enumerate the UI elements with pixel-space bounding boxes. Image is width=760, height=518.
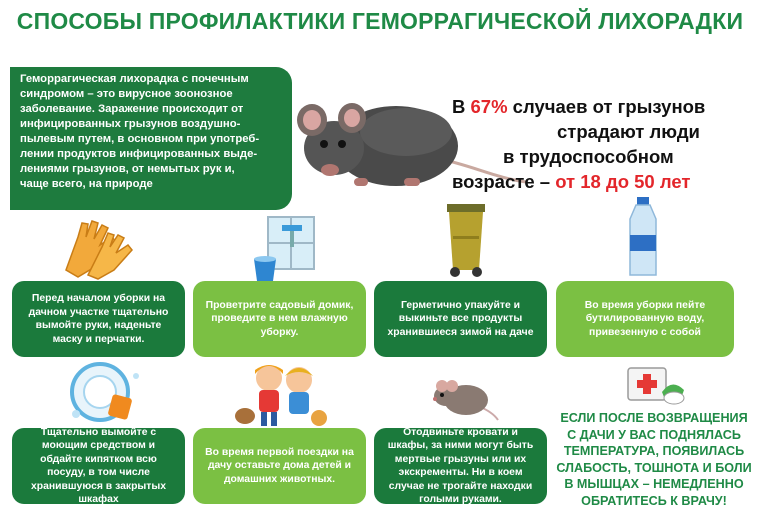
doctor-warning bbox=[556, 410, 752, 509]
warning-line: ЕСЛИ ПОСЛЕ ВОЗВРАЩЕНИЯ bbox=[560, 411, 748, 425]
tip-card: Герметично упакуйте и выкиньте все продукты хранившиеся зимой на даче bbox=[374, 281, 547, 357]
children-pets-icon bbox=[233, 360, 329, 428]
tip-card: Тщательно вымойте с моющим средством и обдайте кипятком всю посуду, в том числе хранившуюся в закрытых шкафах bbox=[12, 428, 185, 504]
intro-line: лении продуктов инфицированных выде- bbox=[20, 148, 258, 160]
stat-text: В bbox=[452, 96, 471, 117]
trash-bin-icon bbox=[443, 196, 489, 278]
page-title: СПОСОБЫ ПРОФИЛАКТИКИ ГЕМОРРАГИЧЕСКОЙ ЛИХОРАДКИ bbox=[16, 8, 744, 34]
intro-line: инфицированных грызунов воздушно- bbox=[20, 118, 241, 130]
intro-line: чаще всего, на природе bbox=[20, 178, 153, 190]
warning-line: ТЕМПЕРАТУРА, ПОЯВИЛАСЬ bbox=[563, 444, 745, 458]
intro-line: синдромом – это вирусное зоонозное bbox=[20, 88, 233, 100]
tip-card: Во время первой поездки на дачу оставьте дома детей и домашних животных. bbox=[193, 428, 366, 504]
first-aid-kit-icon bbox=[626, 362, 686, 408]
window-cleaning-icon bbox=[250, 213, 320, 283]
stat-line-2: страдают люди bbox=[557, 121, 700, 142]
warning-line: С ДАЧИ У ВАС ПОДНЯЛАСЬ bbox=[567, 427, 741, 442]
tip-card: Отодвиньте кровати и шкафы, за ними могут быть мертвые грызуны или их экскременты. Ни в коем случае не трогайте находки голыми руками. bbox=[374, 428, 547, 504]
tip-card: Перед началом уборки на дачном участке тщательно вымойте руки, наденьте маску и перчатки. bbox=[12, 281, 185, 357]
warning-line: В МЫШЦАХ – НЕМЕДЛЕННО bbox=[564, 477, 744, 491]
stat-line-1 bbox=[452, 94, 705, 119]
stat-text: случаев от грызунов bbox=[507, 96, 706, 117]
intro-line: заболевание. Заражение происходит от bbox=[20, 103, 244, 115]
intro-line: лениями грызунов, от немытых рук и, bbox=[20, 163, 235, 175]
mouse-icon bbox=[430, 372, 500, 422]
stat-line-3: в трудоспособном bbox=[503, 146, 674, 167]
water-bottle-icon bbox=[624, 195, 662, 279]
tip-card: Проветрите садовый домик, проведите в нем влажную уборку. bbox=[193, 281, 366, 357]
tip-card: Во время уборки пейте бутилированную воду, привезенную с собой bbox=[556, 281, 734, 357]
intro-line: Геморрагическая лихорадка с почечным bbox=[20, 73, 249, 85]
dishes-icon bbox=[66, 362, 148, 428]
intro-line: пылевым путем, в основном при употреб- bbox=[20, 133, 260, 145]
stat-text: возрасте – bbox=[452, 171, 556, 192]
intro-panel bbox=[10, 67, 292, 210]
stat-percent: 67% bbox=[470, 96, 508, 117]
gloves-icon bbox=[58, 215, 136, 280]
stat-line-4 bbox=[452, 169, 690, 194]
stat-age-range: от 18 до 50 лет bbox=[555, 171, 691, 192]
warning-line: СЛАБОСТЬ, ТОШНОТА И БОЛИ bbox=[556, 460, 752, 475]
warning-line: ОБРАТИТЕСЬ К ВРАЧУ! bbox=[581, 493, 727, 508]
